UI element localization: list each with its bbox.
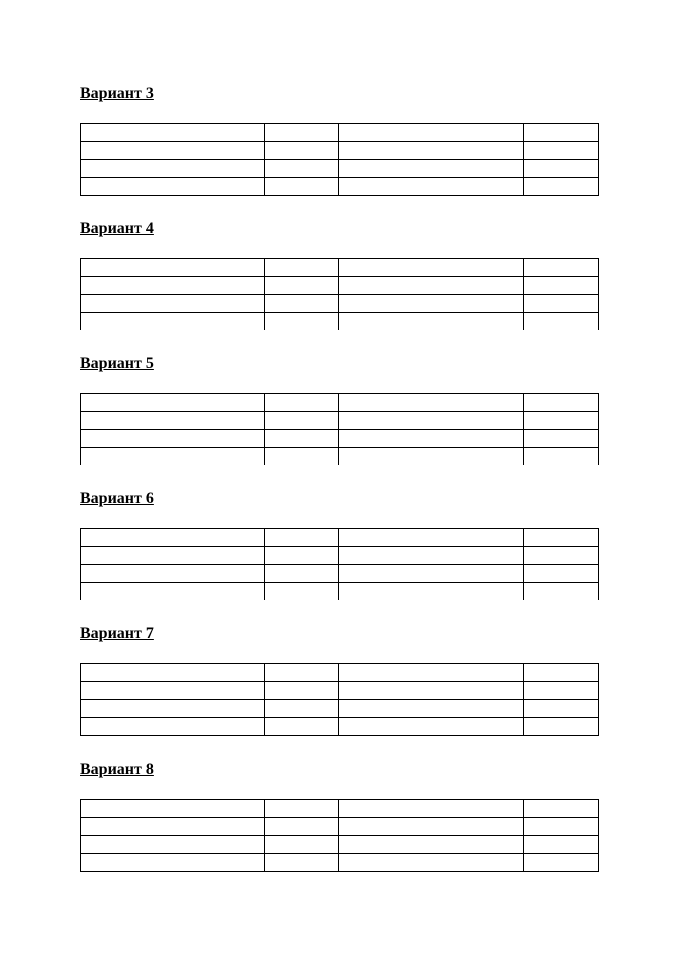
table-cell — [524, 448, 599, 466]
table-cell — [339, 529, 524, 547]
table-cell — [524, 800, 599, 818]
table-row — [81, 295, 599, 313]
table-cell — [81, 295, 265, 313]
table-cell — [339, 448, 524, 466]
table-cell — [339, 142, 524, 160]
table-cell — [339, 854, 524, 872]
table-row — [81, 178, 599, 196]
table-cell — [339, 295, 524, 313]
table-cell — [524, 394, 599, 412]
table-cell — [265, 565, 339, 583]
variant-heading: Вариант 4 — [80, 220, 154, 237]
table-cell — [265, 142, 339, 160]
table-row — [81, 664, 599, 682]
variant-heading: Вариант 8 — [80, 761, 154, 778]
table-cell — [339, 394, 524, 412]
variant-heading: Вариант 5 — [80, 355, 154, 372]
table-cell — [265, 547, 339, 565]
table-cell — [524, 700, 599, 718]
table-cell — [265, 178, 339, 196]
variant-heading: Вариант 3 — [80, 85, 154, 102]
table-cell — [265, 313, 339, 331]
table-cell — [524, 178, 599, 196]
table-cell — [81, 854, 265, 872]
table-cell — [81, 259, 265, 277]
table-cell — [81, 124, 265, 142]
table-row — [81, 160, 599, 178]
table-cell — [265, 700, 339, 718]
table-cell — [81, 682, 265, 700]
variant-table — [80, 799, 599, 872]
table-cell — [524, 412, 599, 430]
table-cell — [339, 800, 524, 818]
table-row — [81, 836, 599, 854]
variant-heading: Вариант 6 — [80, 490, 154, 507]
table-cell — [265, 529, 339, 547]
table-row — [81, 718, 599, 736]
table-cell — [265, 800, 339, 818]
table-cell — [339, 836, 524, 854]
table-cell — [339, 818, 524, 836]
table-cell — [265, 682, 339, 700]
table-cell — [81, 430, 265, 448]
table-cell — [81, 583, 265, 601]
variant-table — [80, 393, 599, 465]
table-cell — [81, 277, 265, 295]
table-cell — [265, 277, 339, 295]
table-cell — [265, 295, 339, 313]
table-cell — [81, 565, 265, 583]
table-cell — [524, 583, 599, 601]
table-cell — [339, 178, 524, 196]
table-row — [81, 565, 599, 583]
table-cell — [339, 547, 524, 565]
table-cell — [339, 664, 524, 682]
table-cell — [339, 565, 524, 583]
table-row — [81, 529, 599, 547]
table-row — [81, 547, 599, 565]
table-cell — [339, 718, 524, 736]
table-row — [81, 142, 599, 160]
table-cell — [339, 412, 524, 430]
table-cell — [265, 583, 339, 601]
table-cell — [81, 313, 265, 331]
table-cell — [81, 547, 265, 565]
table-row — [81, 313, 599, 331]
table-cell — [524, 818, 599, 836]
table-cell — [265, 259, 339, 277]
table-cell — [265, 430, 339, 448]
table-cell — [265, 412, 339, 430]
table-cell — [339, 124, 524, 142]
variant-table — [80, 528, 599, 600]
table-cell — [265, 124, 339, 142]
table-cell — [81, 529, 265, 547]
table-row — [81, 448, 599, 466]
table-cell — [81, 142, 265, 160]
table-cell — [524, 277, 599, 295]
table-cell — [265, 854, 339, 872]
table-cell — [524, 718, 599, 736]
table-cell — [339, 700, 524, 718]
table-cell — [524, 836, 599, 854]
table-row — [81, 800, 599, 818]
table-cell — [524, 430, 599, 448]
table-cell — [524, 529, 599, 547]
table-cell — [81, 394, 265, 412]
table-row — [81, 700, 599, 718]
table-cell — [524, 124, 599, 142]
table-cell — [265, 664, 339, 682]
table-cell — [339, 277, 524, 295]
table-cell — [265, 818, 339, 836]
table-row — [81, 277, 599, 295]
variant-heading: Вариант 7 — [80, 625, 154, 642]
table-cell — [265, 160, 339, 178]
table-cell — [524, 259, 599, 277]
table-cell — [339, 583, 524, 601]
table-cell — [81, 700, 265, 718]
table-cell — [265, 836, 339, 854]
table-cell — [339, 259, 524, 277]
table-cell — [265, 718, 339, 736]
table-row — [81, 394, 599, 412]
variant-table — [80, 123, 599, 196]
table-cell — [81, 412, 265, 430]
table-cell — [81, 178, 265, 196]
table-cell — [81, 718, 265, 736]
table-row — [81, 412, 599, 430]
table-cell — [524, 565, 599, 583]
table-cell — [265, 394, 339, 412]
table-cell — [81, 664, 265, 682]
variant-table — [80, 663, 599, 736]
table-row — [81, 682, 599, 700]
variant-table — [80, 258, 599, 330]
table-row — [81, 259, 599, 277]
table-cell — [339, 682, 524, 700]
table-cell — [81, 836, 265, 854]
table-cell — [524, 160, 599, 178]
table-cell — [524, 664, 599, 682]
table-cell — [339, 430, 524, 448]
table-cell — [524, 682, 599, 700]
table-row — [81, 854, 599, 872]
table-cell — [81, 800, 265, 818]
table-cell — [81, 448, 265, 466]
table-cell — [524, 142, 599, 160]
table-cell — [339, 160, 524, 178]
table-cell — [339, 313, 524, 331]
table-row — [81, 124, 599, 142]
table-cell — [81, 818, 265, 836]
table-row — [81, 583, 599, 601]
table-cell — [524, 547, 599, 565]
table-cell — [81, 160, 265, 178]
table-cell — [524, 295, 599, 313]
table-row — [81, 430, 599, 448]
table-cell — [524, 854, 599, 872]
table-row — [81, 818, 599, 836]
table-cell — [265, 448, 339, 466]
table-cell — [524, 313, 599, 331]
